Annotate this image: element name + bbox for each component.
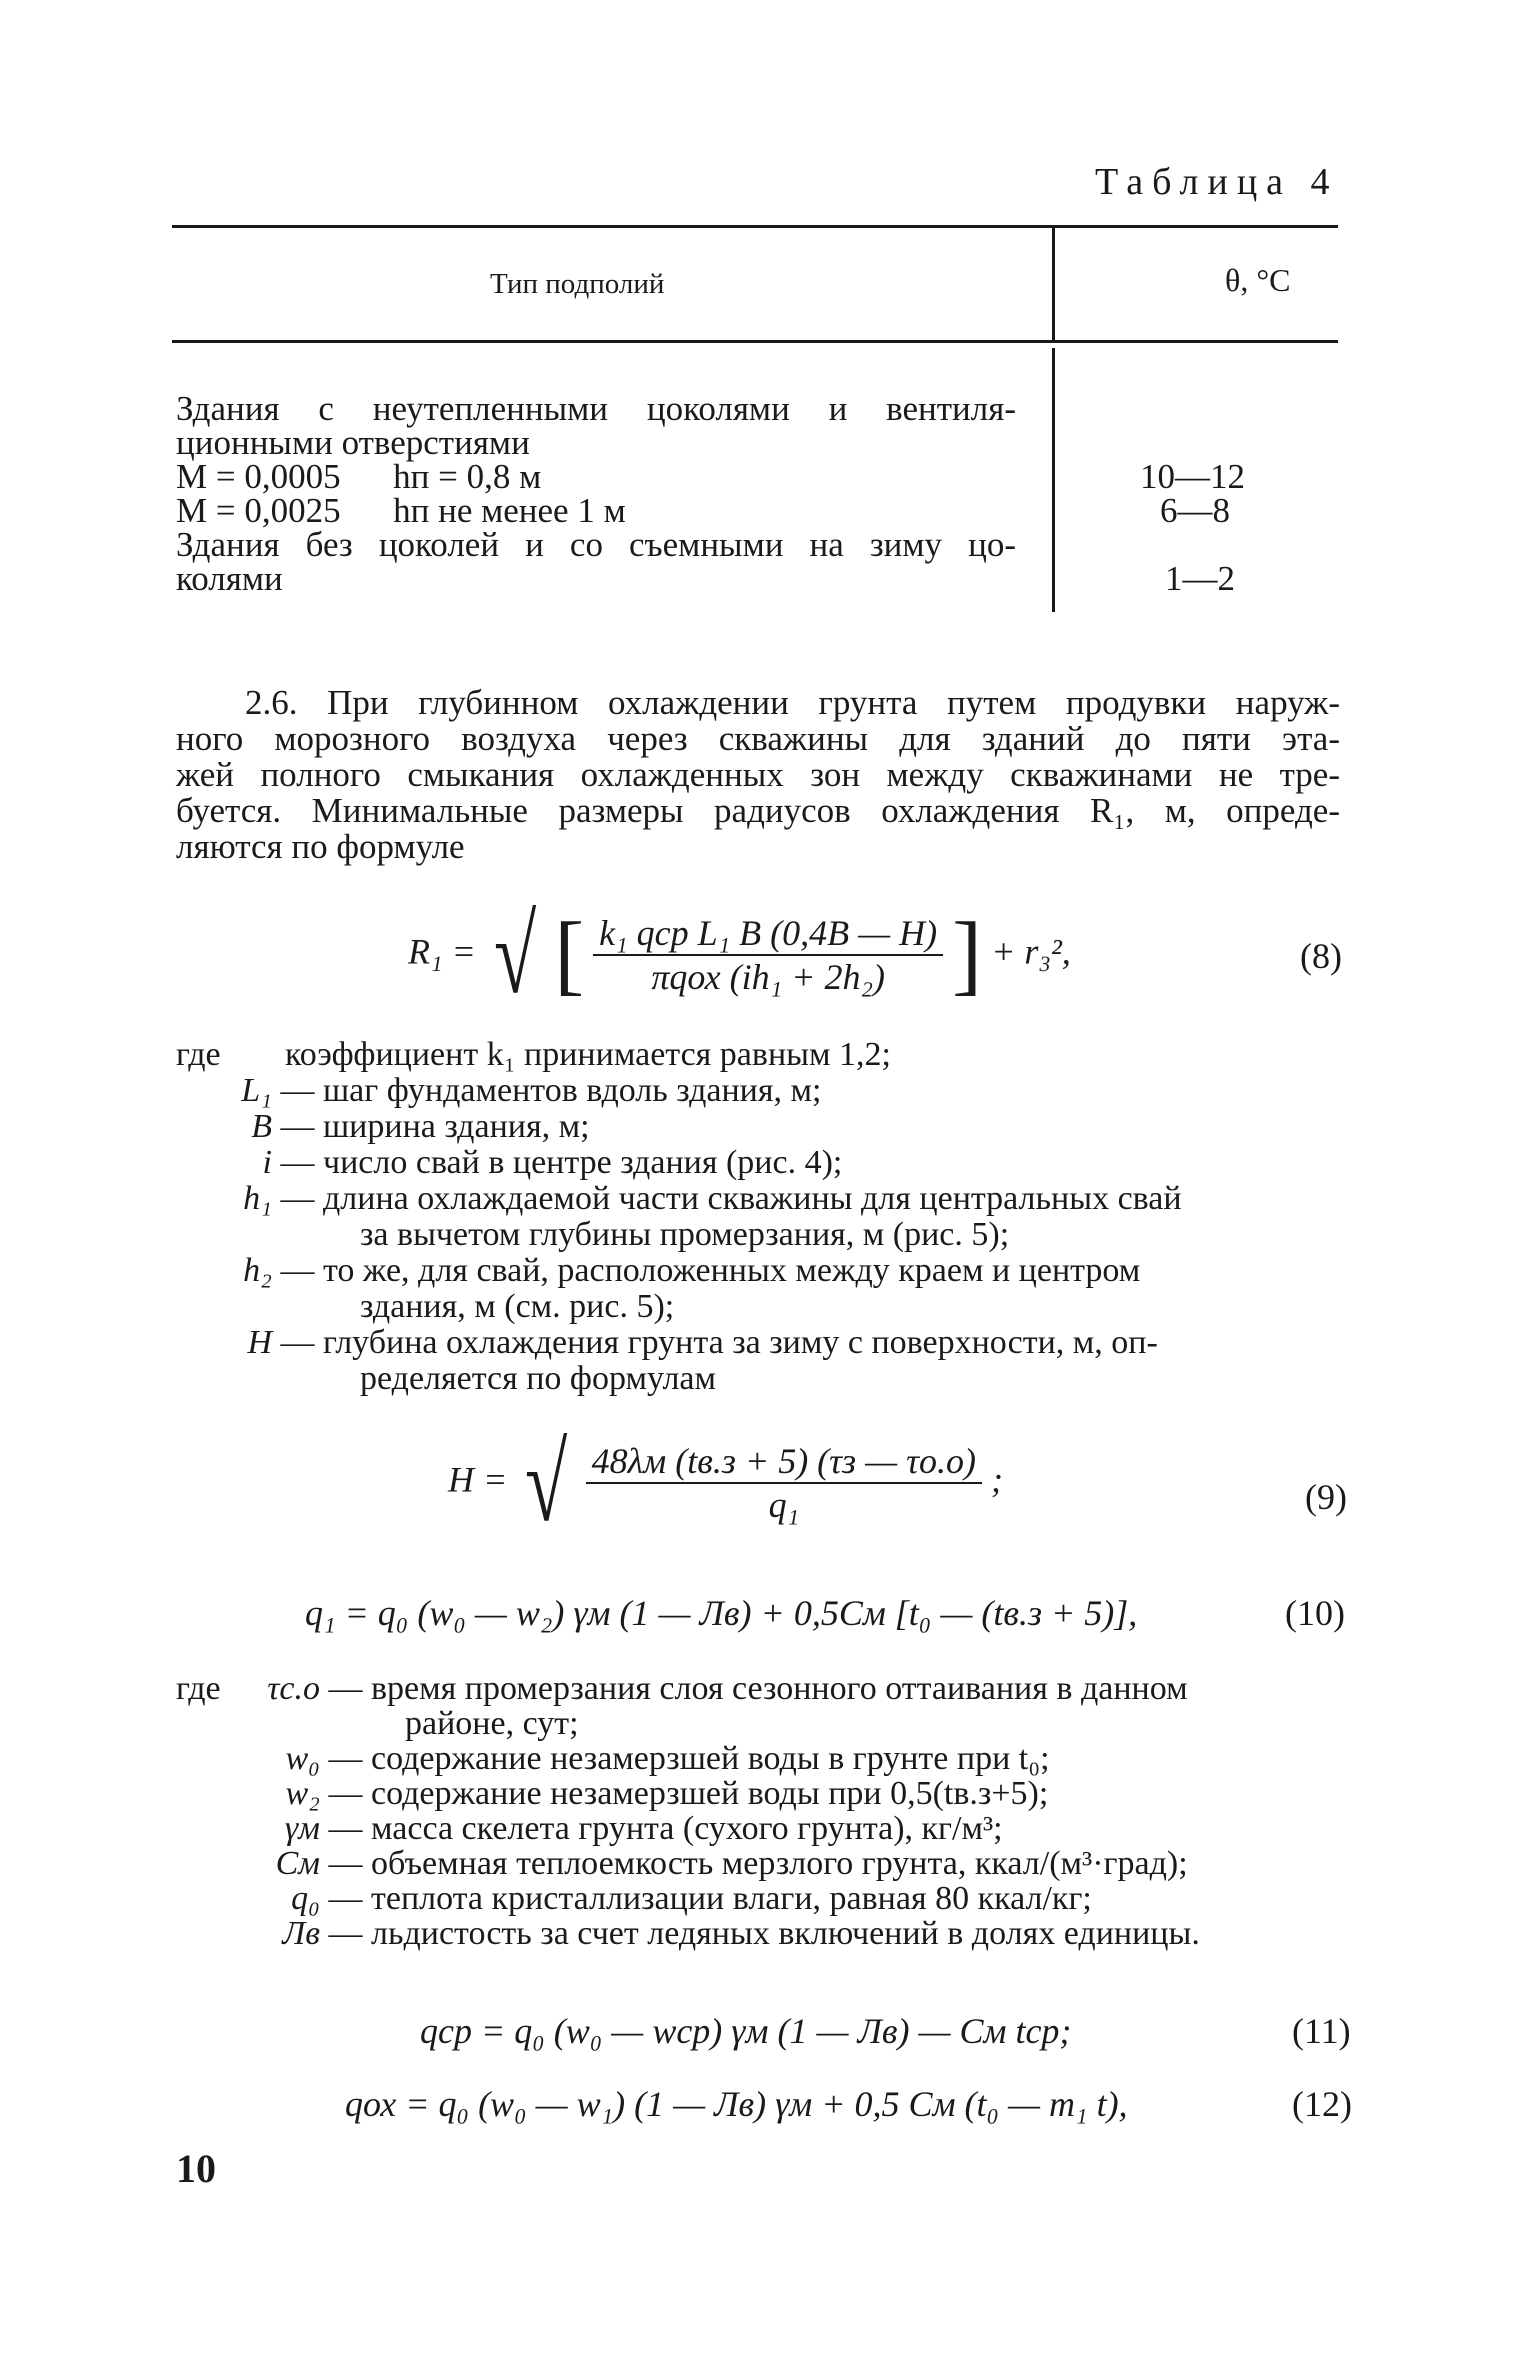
radical-sign: √ xyxy=(493,894,537,1016)
formula-8 xyxy=(408,894,1071,1016)
table-header-divider xyxy=(1052,228,1055,340)
paragraph-line: ного морозного воздуха через скважины для зданий до пяти эта- xyxy=(176,719,1340,758)
formula-10-number: (10) xyxy=(1285,1593,1345,1633)
paragraph-line: жей полного смыкания охлажденных зон между скважинами не тре- xyxy=(176,755,1340,794)
definition-item xyxy=(360,1288,674,1325)
table-row-theta: 6—8 xyxy=(1160,491,1230,530)
definition-item xyxy=(220,1108,590,1145)
table-header-type: Тип подполий xyxy=(490,268,665,300)
definition-text: — глубина охлаждения грунта за зиму с поверхности, м, оп- xyxy=(280,1324,1158,1361)
definitions-intro: где xyxy=(176,1036,221,1073)
definition-symbol: γм xyxy=(284,1810,320,1847)
definition-text: — ширина здания, м; xyxy=(280,1108,590,1145)
definition-symbol: q₀ xyxy=(291,1880,320,1917)
definition-text: — объемная теплоемкость мерзлого грунта, ккал/(м³·град); xyxy=(328,1845,1188,1882)
definition-symbol: Cм xyxy=(275,1845,320,1882)
definition-item xyxy=(220,1252,1140,1289)
formula-9-denominator: q₁ xyxy=(768,1485,800,1525)
definition-text: — время промерзания слоя сезонного оттаивания в данном xyxy=(328,1670,1188,1707)
definition-item xyxy=(220,1324,1158,1361)
formula-11: qср = q₀ (w₀ — wср) γм (1 — Лв) — Cм tср; xyxy=(420,2011,1072,2051)
table-row-type: Здания с неутепленными цоколями и вентиля- xyxy=(176,389,1016,428)
formula-10: q₁ = q₀ (w₀ — w₂) γм (1 — Лв) + 0,5Cм [t₀ — (tв.з + 5)], xyxy=(305,1593,1138,1633)
definition-text: — льдистость за счет ледяных включений в долях единицы. xyxy=(328,1915,1200,1952)
definition-item xyxy=(220,1144,842,1181)
table-row-type: М = 0,0005 hп = 0,8 м xyxy=(176,457,542,496)
definition-text: — масса скелета грунта (сухого грунта), кг/м³; xyxy=(328,1810,1003,1847)
table-top-rule xyxy=(172,225,1338,228)
definition-item xyxy=(220,1072,821,1109)
definition-symbol: h₂ xyxy=(243,1252,272,1289)
definition-text: — то же, для свай, расположенных между краем и центром xyxy=(280,1252,1141,1289)
formula-9-fraction xyxy=(586,1440,982,1526)
definition-symbol: w₀ xyxy=(285,1740,320,1777)
formula-8-tail: + r₃², xyxy=(991,931,1071,972)
definition-item xyxy=(285,1036,891,1073)
table-header-theta: θ, °C xyxy=(1225,262,1291,298)
formula-9-tail: ; xyxy=(990,1459,1003,1500)
definition-symbol: w₂ xyxy=(285,1775,320,1812)
definition-item xyxy=(250,1915,1200,1952)
definition-text: — теплота кристаллизации влаги, равная 80 ккал/кг; xyxy=(328,1880,1092,1917)
definition-text: — содержание незамерзшей воды в грунте при t₀; xyxy=(328,1740,1050,1777)
table-row-theta: 10—12 xyxy=(1140,457,1245,496)
formula-9-numerator: 48λм (tв.з + 5) (τз — τо.о) xyxy=(586,1440,982,1484)
definition-text: за вычетом глубины промерзания, м (рис. 5); xyxy=(360,1216,1010,1253)
formula-11-number: (11) xyxy=(1292,2011,1351,2051)
paragraph-line: 2.6. При глубинном охлаждении грунта путем продувки наруж- xyxy=(245,683,1340,722)
radical-sign: √ xyxy=(525,1422,568,1544)
definition-text: — шаг фундаментов вдоль здания, м; xyxy=(280,1072,822,1109)
definition-item xyxy=(250,1740,1050,1777)
table-row-type: М = 0,0025 hп не менее 1 м xyxy=(176,491,626,530)
definition-text: — число свай в центре здания (рис. 4); xyxy=(280,1144,843,1181)
definition-text: районе, сут; xyxy=(405,1705,579,1742)
table-row-theta: 1—2 xyxy=(1165,559,1235,598)
definition-symbol: B xyxy=(251,1108,272,1145)
formula-9-lhs: H = xyxy=(448,1459,508,1500)
definition-symbol: Лв xyxy=(282,1915,320,1952)
definition-symbol: h₁ xyxy=(243,1180,272,1217)
formula-9-number: (9) xyxy=(1305,1477,1347,1517)
bracket-right: ] xyxy=(952,905,983,1004)
formula-8-denominator: πqох (ih₁ + 2h₂) xyxy=(651,957,885,997)
table-row-type: Здания без цоколей и со съемными на зиму цо- xyxy=(176,525,1016,564)
definition-item xyxy=(360,1216,1009,1253)
definition-text: ределяется по формулам xyxy=(360,1360,717,1397)
definition-item xyxy=(220,1180,1182,1217)
definitions-intro: где xyxy=(176,1670,221,1707)
page-number: 10 xyxy=(176,2146,216,2191)
table-row-type: ционными отверстиями xyxy=(176,423,530,462)
definition-item xyxy=(360,1360,716,1397)
definition-item xyxy=(250,1775,1048,1812)
table-header-rule xyxy=(172,340,1338,343)
definition-symbol: L₁ xyxy=(241,1072,272,1109)
definition-symbol: τс.о xyxy=(267,1670,320,1707)
definition-symbol: i xyxy=(262,1144,272,1181)
definition-item xyxy=(250,1845,1188,1882)
formula-8-number: (8) xyxy=(1300,936,1342,976)
definition-item xyxy=(250,1670,1188,1707)
definition-item xyxy=(405,1705,579,1742)
definition-item xyxy=(250,1880,1092,1917)
table-body-divider xyxy=(1052,348,1055,612)
definition-text: здания, м (см. рис. 5); xyxy=(360,1288,675,1325)
definition-symbol: H xyxy=(247,1324,272,1361)
formula-8-fraction xyxy=(593,912,943,998)
formula-12-number: (12) xyxy=(1292,2084,1352,2124)
definition-item xyxy=(250,1810,1003,1847)
definition-text: коэффициент k₁ принимается равным 1,2; xyxy=(285,1036,891,1073)
table-caption: Таблица 4 xyxy=(1095,161,1339,203)
formula-8-lhs: R₁ = xyxy=(408,931,476,972)
formula-8-numerator: k₁ qср L₁ B (0,4B — H) xyxy=(593,912,943,956)
formula-12: qох = q₀ (w₀ — w₁) (1 — Лв) γм + 0,5 Cм (t₀ — m₁ t), xyxy=(345,2084,1128,2124)
definition-text: — длина охлаждаемой части скважины для центральных свай xyxy=(280,1180,1182,1217)
bracket-left: [ xyxy=(554,905,585,1004)
formula-9 xyxy=(448,1422,1003,1544)
paragraph-line: ляются по формуле xyxy=(176,827,465,866)
paragraph-line: буется. Минимальные размеры радиусов охлаждения R₁, м, опреде- xyxy=(176,791,1340,830)
table-row-type: колями xyxy=(176,559,283,598)
definition-text: — содержание незамерзшей воды при 0,5(tв.з+5); xyxy=(328,1775,1049,1812)
